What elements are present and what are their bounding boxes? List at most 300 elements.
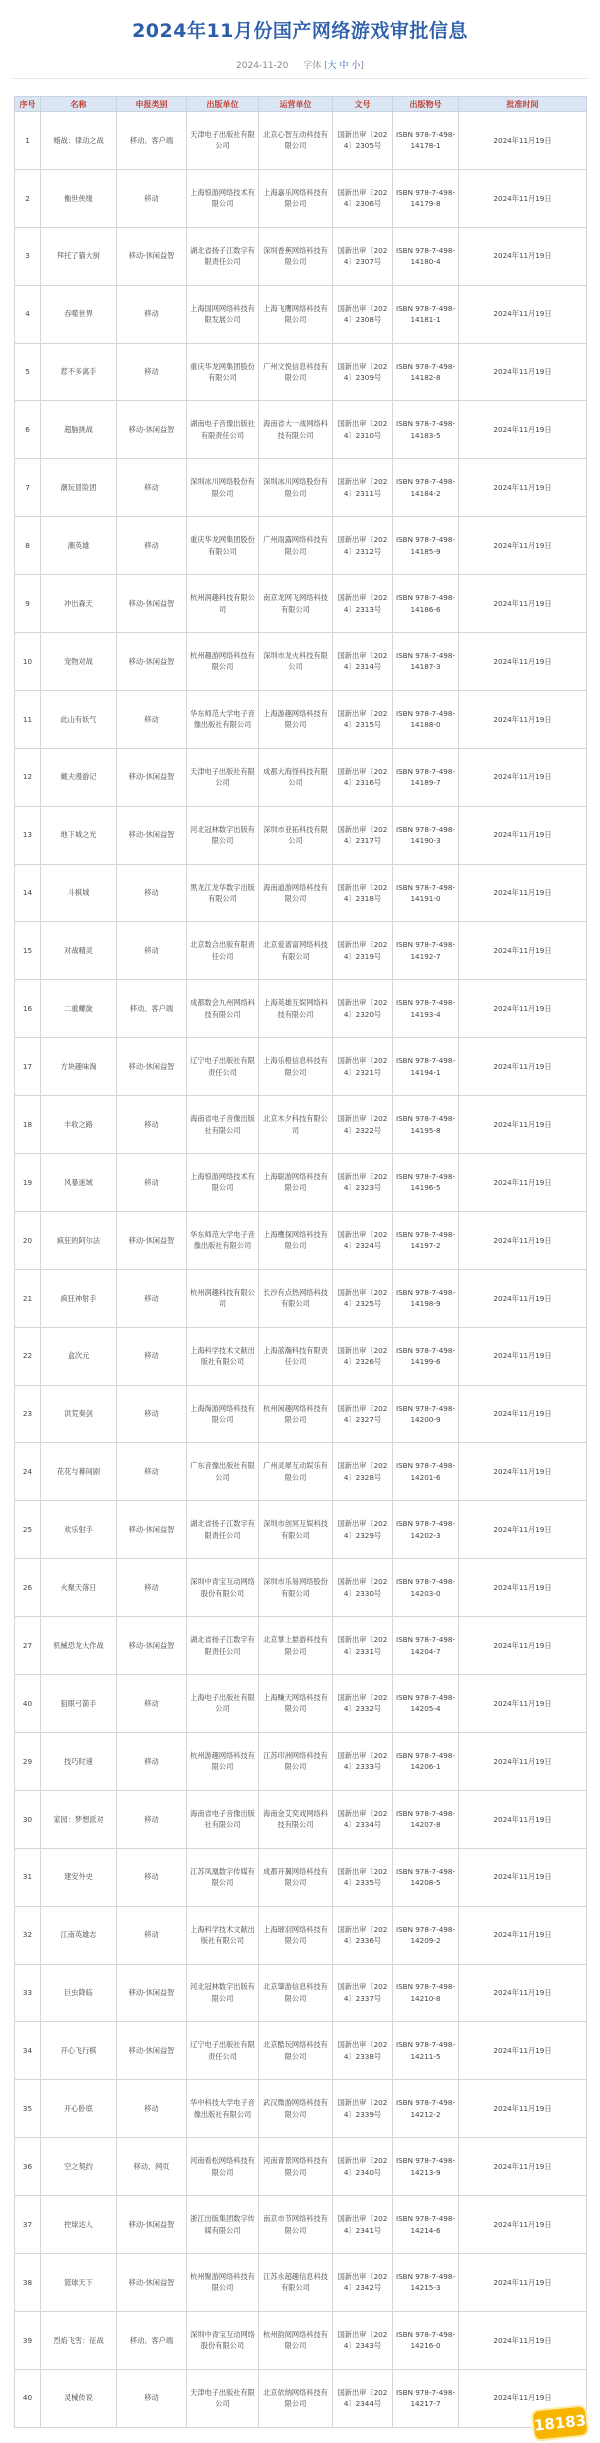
cell-approval-no: 国新出审〔2024〕2315号 (333, 690, 393, 748)
cell-publisher: 杭州趣游网络科技有限公司 (187, 633, 259, 691)
table-row (15, 1269, 587, 1327)
table-row (15, 1906, 587, 1964)
cell-isbn: ISBN 978-7-498-14192-7 (393, 922, 459, 980)
cell-game-name: 巨虫降临 (41, 1964, 117, 2022)
cell-publisher: 上海淘游网络科技有限公司 (187, 1385, 259, 1443)
cell-approval-date: 2024年11月19日 (459, 864, 587, 922)
cell-index: 21 (15, 1269, 41, 1327)
cell-approval-no: 国新出审〔2024〕2330号 (333, 1559, 393, 1617)
cell-game-name: 戴夫漫游记 (41, 748, 117, 806)
cell-isbn: ISBN 978-7-498-14213-9 (393, 2138, 459, 2196)
cell-approval-no: 国新出审〔2024〕2323号 (333, 1154, 393, 1212)
cell-approval-date: 2024年11月19日 (459, 2369, 587, 2427)
cell-operator: 深圳市乐易网络股份有限公司 (259, 1559, 333, 1617)
cell-category: 移动 (117, 1906, 187, 1964)
cell-approval-no: 国新出审〔2024〕2321号 (333, 1038, 393, 1096)
cell-category: 移动 (117, 1732, 187, 1790)
cell-index: 10 (15, 633, 41, 691)
cell-game-name: 灵械传说 (41, 2369, 117, 2427)
cell-publisher: 北京数合出版有限责任公司 (187, 922, 259, 980)
cell-approval-no: 国新出审〔2024〕2340号 (333, 2138, 393, 2196)
cell-publisher: 河北冠林数字出版有限公司 (187, 806, 259, 864)
cell-category: 移动 (117, 1675, 187, 1733)
cell-approval-date: 2024年11月19日 (459, 459, 587, 517)
cell-index: 31 (15, 1848, 41, 1906)
cell-operator: 武汉微游网络科技有限公司 (259, 2080, 333, 2138)
cell-publisher: 上海惊游网络技术有限公司 (187, 169, 259, 227)
table-row (15, 2080, 587, 2138)
cell-isbn: ISBN 978-7-498-14193-4 (393, 980, 459, 1038)
approval-table (14, 96, 587, 2428)
cell-index: 36 (15, 2138, 41, 2196)
cell-operator: 广州灵犀互动娱乐有限公司 (259, 1443, 333, 1501)
cell-operator: 北京木夕科技有限公司 (259, 1096, 333, 1154)
cell-approval-no: 国新出审〔2024〕2331号 (333, 1617, 393, 1675)
cell-publisher: 辽宁电子出版社有限责任公司 (187, 1038, 259, 1096)
cell-publisher: 上海科学技术文献出版社有限公司 (187, 1327, 259, 1385)
cell-approval-no: 国新出审〔2024〕2339号 (333, 2080, 393, 2138)
cell-index: 16 (15, 980, 41, 1038)
cell-operator: 深圳市创冥互娱科技有限公司 (259, 1501, 333, 1559)
table-row (15, 227, 587, 285)
table-row (15, 1559, 587, 1617)
cell-publisher: 湖南电子音像出版社有限责任公司 (187, 401, 259, 459)
cell-approval-date: 2024年11月19日 (459, 285, 587, 343)
cell-game-name: 狙眼弓箭手 (41, 1675, 117, 1733)
cell-index: 15 (15, 922, 41, 980)
cell-publisher: 江苏凤凰数字传媒有限公司 (187, 1848, 259, 1906)
cell-operator: 上海鹰探网络科技有限公司 (259, 1211, 333, 1269)
cell-game-name: 潮玩冒险团 (41, 459, 117, 517)
cell-index: 19 (15, 1154, 41, 1212)
cell-approval-date: 2024年11月19日 (459, 1154, 587, 1212)
cell-game-name: 空之契约 (41, 2138, 117, 2196)
cell-index: 6 (15, 401, 41, 459)
cell-game-name: 建安外史 (41, 1848, 117, 1906)
cell-approval-date: 2024年11月19日 (459, 2311, 587, 2369)
cell-publisher: 上海国网网络科技有限发展公司 (187, 285, 259, 343)
table-row (15, 1675, 587, 1733)
cell-publisher: 辽宁电子出版社有限责任公司 (187, 2022, 259, 2080)
cell-isbn: ISBN 978-7-498-14195-8 (393, 1096, 459, 1154)
cell-approval-no: 国新出审〔2024〕2332号 (333, 1675, 393, 1733)
cell-operator: 海南省大一战网络科技有限公司 (259, 401, 333, 459)
cell-approval-date: 2024年11月19日 (459, 690, 587, 748)
cell-operator: 深圳香蕉网络科技有限公司 (259, 227, 333, 285)
cell-category: 移动-休闲益智 (117, 1501, 187, 1559)
cell-index: 29 (15, 1732, 41, 1790)
cell-publisher: 河北冠林数字出版有限公司 (187, 1964, 259, 2022)
cell-approval-date: 2024年11月19日 (459, 1096, 587, 1154)
cell-category: 移动-休闲益智 (117, 2022, 187, 2080)
table-row (15, 1327, 587, 1385)
cell-approval-no: 国新出审〔2024〕2317号 (333, 806, 393, 864)
page-title: 2024年11月份国产网络游戏审批信息 (132, 20, 468, 42)
cell-game-name: 风暴迷域 (41, 1154, 117, 1212)
cell-isbn: ISBN 978-7-498-14204-7 (393, 1617, 459, 1675)
cell-game-name: 拜托了猫大厨 (41, 227, 117, 285)
cell-operator: 江苏印洲网络科技有限公司 (259, 1732, 333, 1790)
cell-game-name: 衡世侠缘 (41, 169, 117, 227)
cell-index: 40 (15, 1675, 41, 1733)
header-cell: 运营单位 (259, 97, 333, 112)
cell-publisher: 华东师范大学电子音像出版社有限公司 (187, 690, 259, 748)
cell-approval-no: 国新出审〔2024〕2324号 (333, 1211, 393, 1269)
cell-index: 5 (15, 343, 41, 401)
cell-game-name: 开心飞行棋 (41, 2022, 117, 2080)
cell-index: 2 (15, 169, 41, 227)
cell-isbn: ISBN 978-7-498-14208-5 (393, 1848, 459, 1906)
table-row (15, 112, 587, 170)
cell-operator: 深圳冰川网络股份有限公司 (259, 459, 333, 517)
cell-operator: 上海聪游网络科技有限公司 (259, 1154, 333, 1212)
cell-operator: 成都开翼网络科技有限公司 (259, 1848, 333, 1906)
cell-approval-date: 2024年11月19日 (459, 1906, 587, 1964)
cell-category: 移动 (117, 1385, 187, 1443)
cell-publisher: 深圳冰川网络股份有限公司 (187, 459, 259, 517)
cell-isbn: ISBN 978-7-498-14187-3 (393, 633, 459, 691)
cell-approval-date: 2024年11月19日 (459, 1559, 587, 1617)
cell-index: 8 (15, 517, 41, 575)
cell-publisher: 河南看松网络科技有限公司 (187, 2138, 259, 2196)
cell-publisher: 重庆华龙网集团股份有限公司 (187, 343, 259, 401)
cell-index: 12 (15, 748, 41, 806)
cell-approval-no: 国新出审〔2024〕2337号 (333, 1964, 393, 2022)
cell-game-name: 此山有妖气 (41, 690, 117, 748)
cell-approval-no: 国新出审〔2024〕2342号 (333, 2253, 393, 2311)
cell-operator: 北京酷玩网络科技有限公司 (259, 2022, 333, 2080)
cell-isbn: ISBN 978-7-498-14199-6 (393, 1327, 459, 1385)
cell-game-name: 家园：梦想派对 (41, 1790, 117, 1848)
cell-game-name: 二重螺旋 (41, 980, 117, 1038)
cell-index: 13 (15, 806, 41, 864)
table-row (15, 575, 587, 633)
cell-approval-no: 国新出审〔2024〕2310号 (333, 401, 393, 459)
cell-publisher: 杭州润趣科技有限公司 (187, 1269, 259, 1327)
cell-game-name: 洪荒奏剑 (41, 1385, 117, 1443)
table-row (15, 1154, 587, 1212)
cell-publisher: 浙江出版集团数字传媒有限公司 (187, 2196, 259, 2254)
cell-category: 移动 (117, 1096, 187, 1154)
cell-game-name: 蜡战：律动之战 (41, 112, 117, 170)
cell-operator: 海南道游网络科技有限公司 (259, 864, 333, 922)
cell-approval-date: 2024年11月19日 (459, 401, 587, 459)
cell-operator: 深圳市龙火科技有限公司 (259, 633, 333, 691)
cell-approval-no: 国新出审〔2024〕2312号 (333, 517, 393, 575)
cell-isbn: ISBN 978-7-498-14188-0 (393, 690, 459, 748)
cell-operator: 杭州韵阅网络科技有限公司 (259, 2311, 333, 2369)
cell-index: 30 (15, 1790, 41, 1848)
table-row (15, 748, 587, 806)
cell-index: 27 (15, 1617, 41, 1675)
cell-approval-no: 国新出审〔2024〕2322号 (333, 1096, 393, 1154)
cell-isbn: ISBN 978-7-498-14205-4 (393, 1675, 459, 1733)
header-cell: 出版单位 (187, 97, 259, 112)
cell-operator: 北京掌上悬游科技有限公司 (259, 1617, 333, 1675)
cell-isbn: ISBN 978-7-498-14207-8 (393, 1790, 459, 1848)
cell-isbn: ISBN 978-7-498-14180-4 (393, 227, 459, 285)
cell-index: 38 (15, 2253, 41, 2311)
cell-approval-no: 国新出审〔2024〕2316号 (333, 748, 393, 806)
cell-approval-date: 2024年11月19日 (459, 1964, 587, 2022)
cell-category: 移动 (117, 1443, 187, 1501)
cell-approval-date: 2024年11月19日 (459, 1443, 587, 1501)
cell-publisher: 广东音像出版社有限公司 (187, 1443, 259, 1501)
cell-isbn: ISBN 978-7-498-14217-7 (393, 2369, 459, 2427)
cell-index: 23 (15, 1385, 41, 1443)
cell-category: 移动-休闲益智 (117, 1211, 187, 1269)
cell-game-name: 江南英雄志 (41, 1906, 117, 1964)
cell-category: 移动 (117, 169, 187, 227)
cell-approval-no: 国新出审〔2024〕2328号 (333, 1443, 393, 1501)
cell-isbn: ISBN 978-7-498-14184-2 (393, 459, 459, 517)
cell-game-name: 花花与幕间剧 (41, 1443, 117, 1501)
cell-category: 移动、客户端 (117, 2311, 187, 2369)
cell-isbn: ISBN 978-7-498-14179-8 (393, 169, 459, 227)
cell-approval-date: 2024年11月19日 (459, 2253, 587, 2311)
cell-approval-no: 国新出审〔2024〕2326号 (333, 1327, 393, 1385)
cell-game-name: 疯狂神射手 (41, 1269, 117, 1327)
cell-game-name: 吞噬世界 (41, 285, 117, 343)
cell-category: 移动 (117, 1327, 187, 1385)
cell-category: 移动 (117, 1790, 187, 1848)
cell-game-name: 盒次元 (41, 1327, 117, 1385)
cell-publisher: 天津电子出版社有限公司 (187, 2369, 259, 2427)
cell-index: 3 (15, 227, 41, 285)
table-row (15, 401, 587, 459)
cell-approval-date: 2024年11月19日 (459, 1269, 587, 1327)
cell-approval-no: 国新出审〔2024〕2306号 (333, 169, 393, 227)
cell-isbn: ISBN 978-7-498-14215-3 (393, 2253, 459, 2311)
cell-operator: 北京心智互动科技有限公司 (259, 112, 333, 170)
cell-approval-no: 国新出审〔2024〕2311号 (333, 459, 393, 517)
cell-category: 移动-休闲益智 (117, 748, 187, 806)
cell-isbn: ISBN 978-7-498-14178-1 (393, 112, 459, 170)
header-cell: 序号 (15, 97, 41, 112)
cell-publisher: 上海电子出版社有限公司 (187, 1675, 259, 1733)
cell-approval-no: 国新出审〔2024〕2329号 (333, 1501, 393, 1559)
header-cell: 申报类别 (117, 97, 187, 112)
cell-publisher: 上海惊游网络技术有限公司 (187, 1154, 259, 1212)
cell-approval-date: 2024年11月19日 (459, 1790, 587, 1848)
cell-operator: 上海英雄互娱网络科技有限公司 (259, 980, 333, 1038)
site-watermark-logo: 18183 (533, 2406, 588, 2439)
table-row (15, 864, 587, 922)
cell-approval-no: 国新出审〔2024〕2318号 (333, 864, 393, 922)
cell-category: 移动、客户端 (117, 980, 187, 1038)
cell-operator: 海南金艾奕戏网络科技有限公司 (259, 1790, 333, 1848)
table-row (15, 1501, 587, 1559)
cell-operator: 广州文悦信息科技有限公司 (259, 343, 333, 401)
cell-publisher: 天津电子出版社有限公司 (187, 112, 259, 170)
cell-isbn: ISBN 978-7-498-14206-1 (393, 1732, 459, 1790)
table-row (15, 806, 587, 864)
cell-index: 7 (15, 459, 41, 517)
header-cell: 文号 (333, 97, 393, 112)
cell-game-name: 地下城之光 (41, 806, 117, 864)
cell-isbn: ISBN 978-7-498-14196-5 (393, 1154, 459, 1212)
cell-isbn: ISBN 978-7-498-14214-6 (393, 2196, 459, 2254)
cell-category: 移动、网页 (117, 2138, 187, 2196)
cell-operator: 江苏永超趣信息科技有限公司 (259, 2253, 333, 2311)
cell-publisher: 杭州游趣网络科技有限公司 (187, 1732, 259, 1790)
cell-approval-no: 国新出审〔2024〕2335号 (333, 1848, 393, 1906)
cell-game-name: 超脑挑战 (41, 401, 117, 459)
cell-category: 移动-休闲益智 (117, 633, 187, 691)
cell-isbn: ISBN 978-7-498-14210-8 (393, 1964, 459, 2022)
cell-publisher: 深圳中青宝互动网络股份有限公司 (187, 1559, 259, 1617)
cell-isbn: ISBN 978-7-498-14181-1 (393, 285, 459, 343)
cell-operator: 杭州闲趣网络科技有限公司 (259, 1385, 333, 1443)
cell-approval-date: 2024年11月19日 (459, 1327, 587, 1385)
cell-publisher: 华东师范大学电子音像出版社有限公司 (187, 1211, 259, 1269)
cell-index: 34 (15, 2022, 41, 2080)
cell-category: 移动 (117, 864, 187, 922)
cell-game-name: 控球达人 (41, 2196, 117, 2254)
cell-approval-no: 国新出审〔2024〕2308号 (333, 285, 393, 343)
table-row (15, 2022, 587, 2080)
cell-approval-date: 2024年11月19日 (459, 1617, 587, 1675)
cell-category: 移动-休闲益智 (117, 806, 187, 864)
cell-approval-no: 国新出审〔2024〕2307号 (333, 227, 393, 285)
cell-approval-no: 国新出审〔2024〕2333号 (333, 1732, 393, 1790)
cell-publisher: 上海科学技术文献出版社有限公司 (187, 1906, 259, 1964)
cell-index: 22 (15, 1327, 41, 1385)
cell-index: 14 (15, 864, 41, 922)
cell-publisher: 深圳中青宝互动网络股份有限公司 (187, 2311, 259, 2369)
cell-isbn: ISBN 978-7-498-14209-2 (393, 1906, 459, 1964)
cell-category: 移动 (117, 1154, 187, 1212)
cell-approval-date: 2024年11月19日 (459, 1385, 587, 1443)
cell-category: 移动-休闲益智 (117, 1617, 187, 1675)
cell-approval-no: 国新出审〔2024〕2314号 (333, 633, 393, 691)
cell-publisher: 华中科技大学电子音像出版社有限公司 (187, 2080, 259, 2138)
cell-isbn: ISBN 978-7-498-14202-3 (393, 1501, 459, 1559)
cell-approval-date: 2024年11月19日 (459, 2138, 587, 2196)
cell-index: 11 (15, 690, 41, 748)
cell-game-name: 惹不多离手 (41, 343, 117, 401)
cell-game-name: 宠物对战 (41, 633, 117, 691)
cell-approval-no: 国新出审〔2024〕2327号 (333, 1385, 393, 1443)
cell-approval-no: 国新出审〔2024〕2313号 (333, 575, 393, 633)
cell-game-name: 斗棋城 (41, 864, 117, 922)
cell-category: 移动 (117, 2080, 187, 2138)
cell-category: 移动 (117, 517, 187, 575)
table-row (15, 1443, 587, 1501)
cell-approval-date: 2024年11月19日 (459, 2196, 587, 2254)
cell-approval-no: 国新出审〔2024〕2309号 (333, 343, 393, 401)
cell-game-name: 欢乐射手 (41, 1501, 117, 1559)
cell-category: 移动 (117, 2369, 187, 2427)
table-row (15, 1732, 587, 1790)
cell-publisher: 天津电子出版社有限公司 (187, 748, 259, 806)
cell-category: 移动 (117, 1269, 187, 1327)
cell-game-name: 火聚天落日 (41, 1559, 117, 1617)
table-row (15, 2369, 587, 2427)
cell-publisher: 黑龙江龙华数字出版有限公司 (187, 864, 259, 922)
cell-category: 移动-休闲益智 (117, 575, 187, 633)
table-row (15, 459, 587, 517)
header-cell: 出版物号 (393, 97, 459, 112)
cell-index: 40 (15, 2369, 41, 2427)
table-row (15, 1617, 587, 1675)
cell-publisher: 湖北省扬子江数字有限责任公司 (187, 227, 259, 285)
cell-index: 33 (15, 1964, 41, 2022)
cell-approval-date: 2024年11月19日 (459, 227, 587, 285)
cell-publisher: 成都数会九州网络科技有限公司 (187, 980, 259, 1038)
table-row (15, 2253, 587, 2311)
cell-publisher: 海南省电子音像出版社有限公司 (187, 1096, 259, 1154)
cell-approval-no: 国新出审〔2024〕2320号 (333, 980, 393, 1038)
cell-category: 移动-休闲益智 (117, 2253, 187, 2311)
cell-approval-date: 2024年11月19日 (459, 575, 587, 633)
font-size-large-link[interactable]: 大 (327, 61, 337, 71)
cell-index: 37 (15, 2196, 41, 2254)
cell-category: 移动-休闲益智 (117, 227, 187, 285)
table-row (15, 922, 587, 980)
table-row (15, 2138, 587, 2196)
cell-approval-no: 国新出审〔2024〕2325号 (333, 1269, 393, 1327)
cell-category: 移动 (117, 690, 187, 748)
cell-category: 移动 (117, 1559, 187, 1617)
cell-publisher: 杭州润趣科技有限公司 (187, 575, 259, 633)
font-size-small-link[interactable]: 小 (351, 61, 361, 71)
table-row (15, 1848, 587, 1906)
cell-approval-date: 2024年11月19日 (459, 1211, 587, 1269)
table-row (15, 1790, 587, 1848)
cell-game-name: 潮英雄 (41, 517, 117, 575)
cell-operator: 上海蓝瀚科技有限责任公司 (259, 1327, 333, 1385)
cell-approval-date: 2024年11月19日 (459, 2022, 587, 2080)
divider (12, 78, 588, 79)
cell-index: 26 (15, 1559, 41, 1617)
table-row (15, 169, 587, 227)
cell-game-name: 技巧时速 (41, 1732, 117, 1790)
cell-publisher: 重庆华龙网集团股份有限公司 (187, 517, 259, 575)
cell-index: 18 (15, 1096, 41, 1154)
table-row (15, 343, 587, 401)
cell-game-name: 对战精灵 (41, 922, 117, 980)
table-row (15, 2196, 587, 2254)
cell-approval-date: 2024年11月19日 (459, 2080, 587, 2138)
cell-index: 20 (15, 1211, 41, 1269)
cell-publisher: 海南省电子音像出版社有限公司 (187, 1790, 259, 1848)
cell-approval-date: 2024年11月19日 (459, 1848, 587, 1906)
cell-isbn: ISBN 978-7-498-14197-2 (393, 1211, 459, 1269)
cell-approval-no: 国新出审〔2024〕2341号 (333, 2196, 393, 2254)
cell-category: 移动 (117, 343, 187, 401)
cell-publisher: 湖北省扬子江数字有限责任公司 (187, 1501, 259, 1559)
cell-approval-date: 2024年11月19日 (459, 980, 587, 1038)
cell-isbn: ISBN 978-7-498-14185-9 (393, 517, 459, 575)
cell-index: 4 (15, 285, 41, 343)
cell-operator: 上海游趣网络科技有限公司 (259, 690, 333, 748)
cell-approval-date: 2024年11月19日 (459, 517, 587, 575)
cell-publisher: 湖北省扬子江数字有限责任公司 (187, 1617, 259, 1675)
table-row (15, 1096, 587, 1154)
cell-isbn: ISBN 978-7-498-14182-8 (393, 343, 459, 401)
cell-operator: 上海嘉乐网络科技有限公司 (259, 169, 333, 227)
cell-isbn: ISBN 978-7-498-14183-5 (393, 401, 459, 459)
cell-operator: 北京爱谱富网络科技有限公司 (259, 922, 333, 980)
cell-game-name: 机械恐龙大作战 (41, 1617, 117, 1675)
cell-game-name: 方块趣味淘 (41, 1038, 117, 1096)
cell-isbn: ISBN 978-7-498-14189-7 (393, 748, 459, 806)
cell-game-name: 疯狂的阿尔法 (41, 1211, 117, 1269)
table-header-row (15, 97, 587, 112)
table-row (15, 1964, 587, 2022)
font-size-medium-link[interactable]: 中 (339, 61, 349, 71)
